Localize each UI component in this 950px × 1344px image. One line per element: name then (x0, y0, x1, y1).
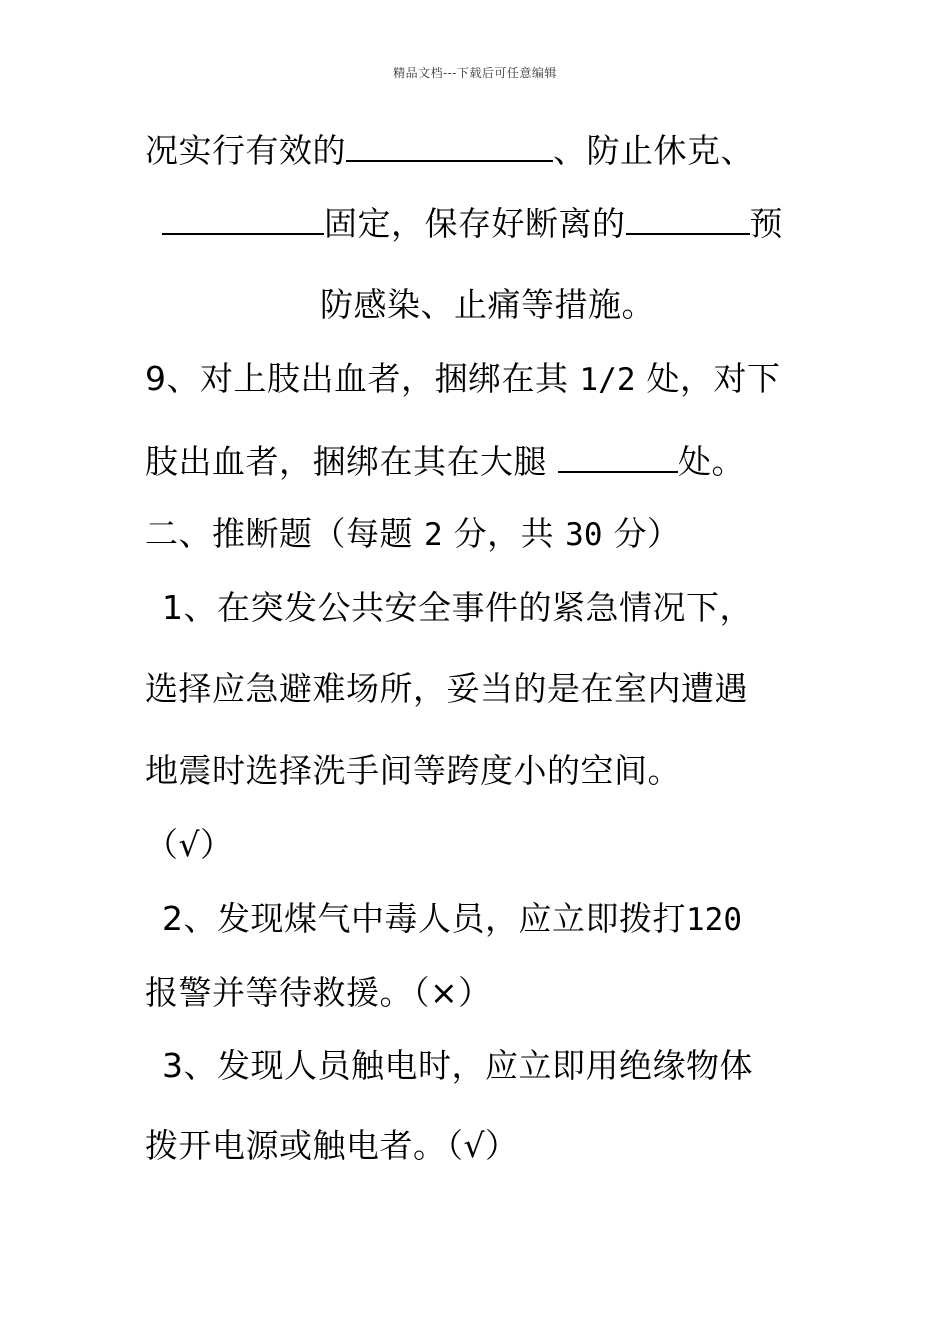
judgment-1-line-2: 选择应急避难场所，妥当的是在室内遭遇 (145, 669, 748, 708)
judgment-2-line-2: 报警并等待救援。（×） (145, 973, 492, 1012)
question-9-line-2: 肢出血者，捆绑在其在大腿 处。 (145, 442, 745, 481)
judgment-1-line-1: 1、在突发公共安全事件的紧急情况下， (162, 588, 753, 627)
fill-blank (558, 441, 678, 473)
page-header: 精品文档---下载后可任意编辑 (393, 66, 557, 80)
judgment-3-line-2: 拨开电源或触电者。（√） (145, 1126, 519, 1165)
judgment-1-answer: （√） (145, 825, 234, 864)
question-9-line-1: 9、对上肢出血者，捆绑在其 1/2 处，对下 (145, 359, 781, 398)
judgment-1-line-3: 地震时选择洗手间等跨度小的空间。 (145, 751, 681, 790)
section-heading: 二、推断题（每题 2 分，共 30 分） (145, 514, 681, 553)
text-line-2: 固定，保存好断离的 预 (162, 203, 783, 244)
fill-blank (626, 203, 750, 235)
fill-blank (162, 203, 324, 235)
fill-blank (346, 130, 553, 162)
text-line-3: 防感染、止痛等措施。 (320, 285, 655, 324)
text-line-1: 况实行有效的 、防止休克、 (145, 131, 754, 170)
judgment-3-line-1: 3、发现人员触电时，应立即用绝缘物体 (162, 1046, 753, 1085)
judgment-2-line-1: 2、发现煤气中毒人员，应立即拨打120 (162, 899, 742, 938)
